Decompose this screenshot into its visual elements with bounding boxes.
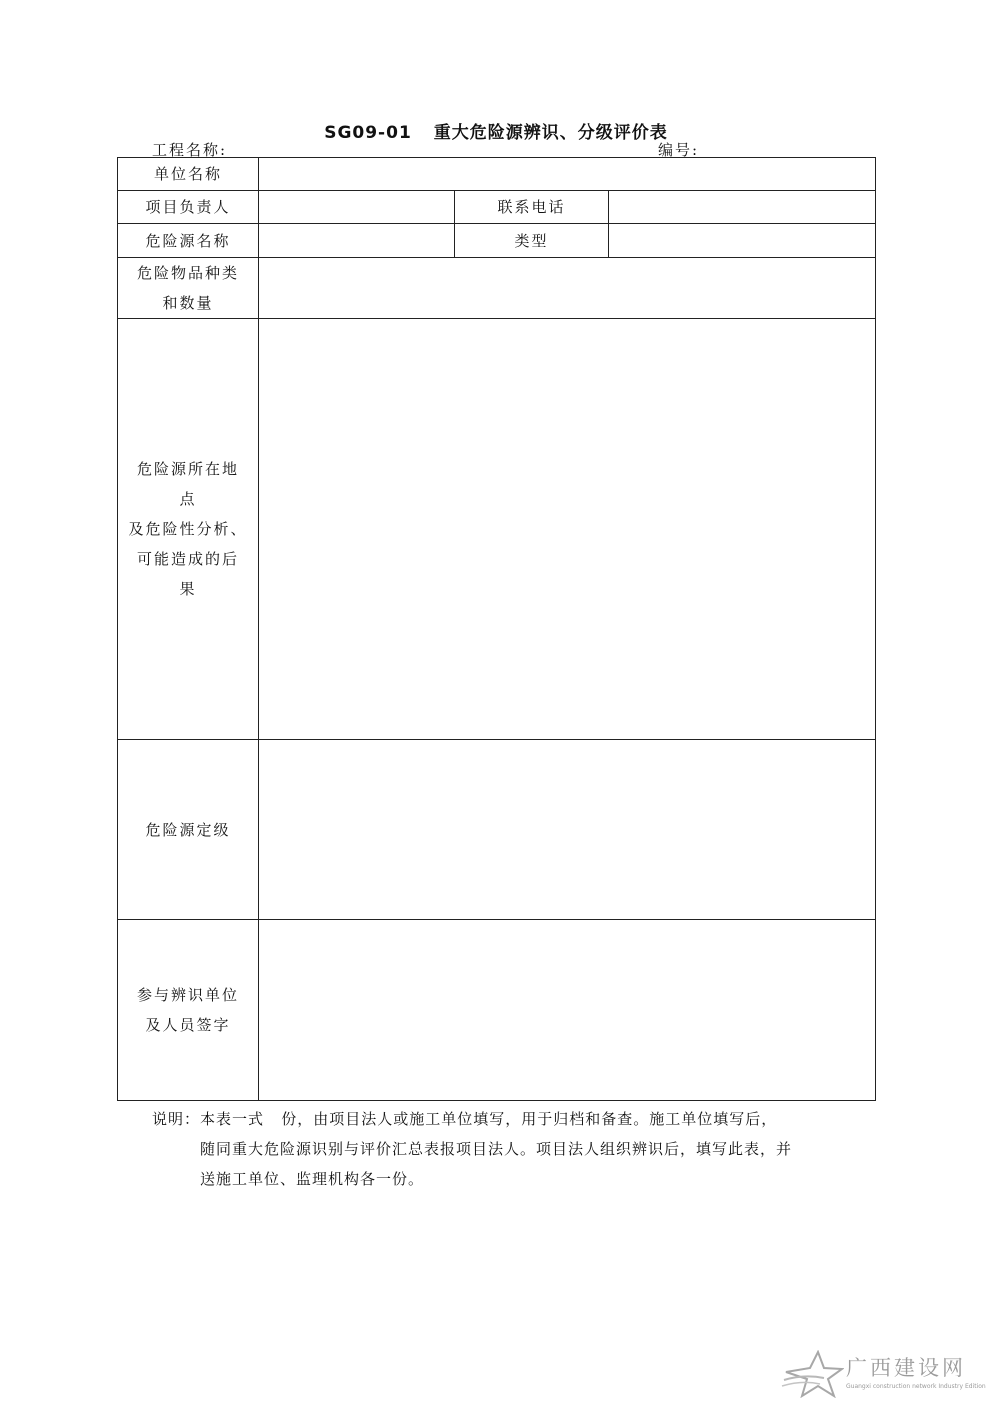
- location-analysis-label: [118, 319, 259, 740]
- dangerous-goods-label: [118, 258, 259, 319]
- dangerous-goods-label-line1: 危险物品种类: [136, 264, 239, 282]
- location-label-line: 可能造成的后: [136, 550, 239, 568]
- signatures-field[interactable]: [259, 920, 876, 1101]
- note-line: 送施工单位、监理机构各一份。: [200, 1170, 425, 1188]
- document-title: [0, 118, 992, 143]
- signatures-label: [118, 920, 259, 1101]
- row-signatures: [118, 920, 876, 1101]
- note-line: 说明：本表一式 份，由项目法人或施工单位填写，用于归档和备查。施工单位填写后，: [152, 1110, 778, 1128]
- project-name-label: 工程名称:: [152, 141, 228, 159]
- watermark-subtitle: Guangxi construction network Industry Edition: [846, 1383, 986, 1390]
- serial-number-label: 编号:: [658, 141, 700, 159]
- watermark-text: 广西建设网: [846, 1356, 966, 1380]
- contact-phone-field[interactable]: [609, 191, 876, 224]
- location-label-line: 果: [179, 580, 197, 598]
- hazard-evaluation-table: [117, 157, 876, 1101]
- dangerous-goods-label-line2: 和数量: [162, 294, 214, 312]
- project-lead-field[interactable]: [259, 191, 455, 224]
- row-location-analysis: [118, 319, 876, 740]
- project-lead-label: 项目负责人: [118, 191, 259, 224]
- row-hazard-name: [118, 224, 876, 258]
- location-label-line: 危险源所在地: [136, 460, 239, 478]
- contact-phone-label: 联系电话: [455, 191, 609, 224]
- location-analysis-field[interactable]: [259, 319, 876, 740]
- dangerous-goods-field[interactable]: [259, 258, 876, 319]
- signatures-label-line1: 参与辨识单位: [136, 986, 239, 1004]
- location-label-line: 及危险性分析、: [128, 520, 248, 538]
- row-unit-name: [118, 158, 876, 191]
- row-project-lead: [118, 191, 876, 224]
- unit-name-field[interactable]: [259, 158, 876, 191]
- location-label-line: 点: [179, 490, 197, 508]
- type-field[interactable]: [609, 224, 876, 258]
- note-line: 随同重大危险源识别与评价汇总表报项目法人。项目法人组织辨识后，填写此表，并: [200, 1140, 793, 1158]
- form-code: SG09-01: [324, 123, 412, 143]
- signatures-label-line2: 及人员签字: [145, 1016, 231, 1034]
- form-title: 重大危险源辨识、分级评价表: [433, 123, 668, 143]
- hazard-grade-field[interactable]: [259, 740, 876, 920]
- type-label: 类型: [455, 224, 609, 258]
- hazard-grade-label: 危险源定级: [118, 740, 259, 920]
- watermark: [780, 1350, 985, 1398]
- hazard-name-field[interactable]: [259, 224, 455, 258]
- star-logo-icon: [780, 1350, 844, 1398]
- hazard-name-label: 危险源名称: [118, 224, 259, 258]
- instructions-note: [152, 1104, 852, 1194]
- row-hazard-grade: [118, 740, 876, 920]
- unit-name-label: 单位名称: [118, 158, 259, 191]
- row-dangerous-goods: [118, 258, 876, 319]
